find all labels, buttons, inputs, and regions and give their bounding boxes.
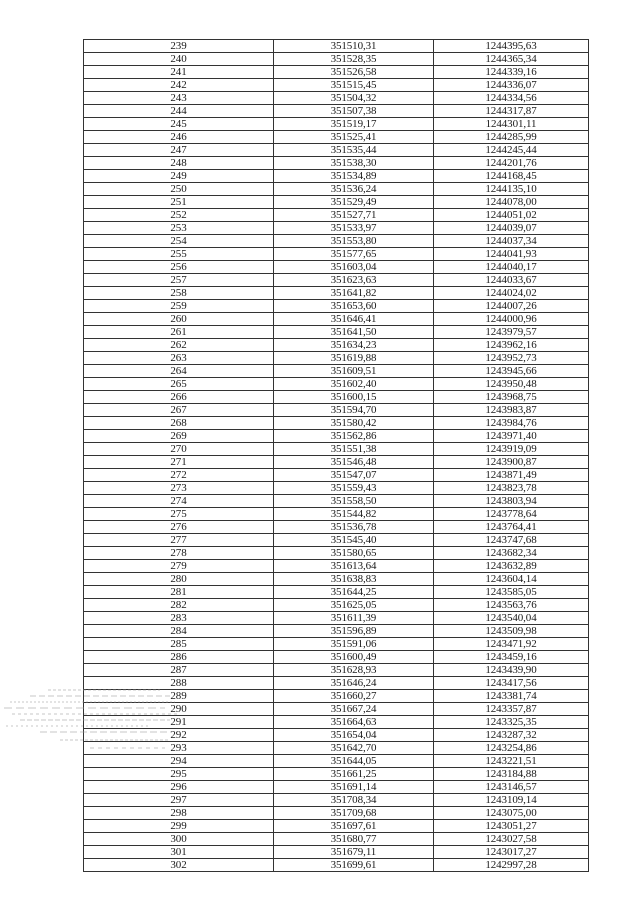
table-row [84,755,589,768]
point-number-cell: 266 [84,391,274,404]
table-row [84,79,589,92]
point-number-cell: 248 [84,157,274,170]
y-coordinate-cell: 1244301,11 [434,118,589,131]
point-number-cell: 300 [84,833,274,846]
x-coordinate-cell: 351536,78 [274,521,434,534]
y-coordinate-cell: 1244334,56 [434,92,589,105]
point-number-cell: 295 [84,768,274,781]
y-coordinate-cell: 1243109,14 [434,794,589,807]
y-coordinate-cell: 1243254,86 [434,742,589,755]
y-coordinate-cell: 1243146,57 [434,781,589,794]
y-coordinate-cell: 1243471,92 [434,638,589,651]
table-row [84,781,589,794]
y-coordinate-cell: 1244395,63 [434,40,589,53]
y-coordinate-cell: 1244339,16 [434,66,589,79]
point-number-cell: 261 [84,326,274,339]
table-row [84,92,589,105]
point-number-cell: 280 [84,573,274,586]
table-row [84,716,589,729]
point-number-cell: 252 [84,209,274,222]
y-coordinate-cell: 1243417,56 [434,677,589,690]
point-number-cell: 281 [84,586,274,599]
point-number-cell: 239 [84,40,274,53]
y-coordinate-cell: 1243563,76 [434,599,589,612]
y-coordinate-cell: 1243803,94 [434,495,589,508]
x-coordinate-cell: 351553,80 [274,235,434,248]
point-number-cell: 268 [84,417,274,430]
x-coordinate-cell: 351708,34 [274,794,434,807]
table-row [84,469,589,482]
y-coordinate-cell: 1243287,32 [434,729,589,742]
x-coordinate-cell: 351529,49 [274,196,434,209]
point-number-cell: 263 [84,352,274,365]
point-number-cell: 283 [84,612,274,625]
point-number-cell: 253 [84,222,274,235]
table-row [84,573,589,586]
point-number-cell: 259 [84,300,274,313]
y-coordinate-cell: 1243900,87 [434,456,589,469]
x-coordinate-cell: 351600,15 [274,391,434,404]
point-number-cell: 257 [84,274,274,287]
point-number-cell: 255 [84,248,274,261]
point-number-cell: 293 [84,742,274,755]
point-number-cell: 250 [84,183,274,196]
point-number-cell: 279 [84,560,274,573]
table-row [84,820,589,833]
point-number-cell: 254 [84,235,274,248]
table-row [84,391,589,404]
table-row [84,586,589,599]
y-coordinate-cell: 1243747,68 [434,534,589,547]
x-coordinate-cell: 351545,40 [274,534,434,547]
x-coordinate-cell: 351510,31 [274,40,434,53]
table-row [84,599,589,612]
x-coordinate-cell: 351664,63 [274,716,434,729]
table-row [84,430,589,443]
point-number-cell: 246 [84,131,274,144]
x-coordinate-cell: 351619,88 [274,352,434,365]
y-coordinate-cell: 1243439,90 [434,664,589,677]
y-coordinate-cell: 1244336,07 [434,79,589,92]
point-number-cell: 282 [84,599,274,612]
point-number-cell: 289 [84,690,274,703]
y-coordinate-cell: 1243325,35 [434,716,589,729]
y-coordinate-cell: 1243632,89 [434,560,589,573]
point-number-cell: 242 [84,79,274,92]
x-coordinate-cell: 351660,27 [274,690,434,703]
x-coordinate-cell: 351628,93 [274,664,434,677]
x-coordinate-cell: 351591,06 [274,638,434,651]
y-coordinate-cell: 1243075,00 [434,807,589,820]
table-row [84,261,589,274]
x-coordinate-cell: 351641,50 [274,326,434,339]
x-coordinate-cell: 351691,14 [274,781,434,794]
y-coordinate-cell: 1243459,16 [434,651,589,664]
x-coordinate-cell: 351536,24 [274,183,434,196]
table-row [84,131,589,144]
y-coordinate-cell: 1244201,76 [434,157,589,170]
table-row [84,482,589,495]
point-number-cell: 286 [84,651,274,664]
point-number-cell: 278 [84,547,274,560]
point-number-cell: 288 [84,677,274,690]
point-number-cell: 298 [84,807,274,820]
table-row [84,40,589,53]
x-coordinate-cell: 351525,41 [274,131,434,144]
y-coordinate-cell: 1243778,64 [434,508,589,521]
x-coordinate-cell: 351609,51 [274,365,434,378]
table-row [84,729,589,742]
table-row [84,287,589,300]
y-coordinate-cell: 1244135,10 [434,183,589,196]
x-coordinate-cell: 351562,86 [274,430,434,443]
y-coordinate-cell: 1243950,48 [434,378,589,391]
table-row [84,352,589,365]
table-row [84,248,589,261]
table-row [84,612,589,625]
table-row [84,326,589,339]
table-row [84,417,589,430]
x-coordinate-cell: 351603,04 [274,261,434,274]
table-row [84,690,589,703]
point-number-cell: 294 [84,755,274,768]
table-row [84,495,589,508]
point-number-cell: 271 [84,456,274,469]
point-number-cell: 273 [84,482,274,495]
table-row [84,66,589,79]
x-coordinate-cell: 351611,39 [274,612,434,625]
y-coordinate-cell: 1243051,27 [434,820,589,833]
x-coordinate-cell: 351680,77 [274,833,434,846]
table-row [84,144,589,157]
table-row [84,521,589,534]
table-row [84,404,589,417]
x-coordinate-cell: 351644,05 [274,755,434,768]
y-coordinate-cell: 1244040,17 [434,261,589,274]
x-coordinate-cell: 351697,61 [274,820,434,833]
y-coordinate-cell: 1243952,73 [434,352,589,365]
x-coordinate-cell: 351623,63 [274,274,434,287]
x-coordinate-cell: 351577,65 [274,248,434,261]
y-coordinate-cell: 1243984,76 [434,417,589,430]
point-number-cell: 296 [84,781,274,794]
y-coordinate-cell: 1243381,74 [434,690,589,703]
point-number-cell: 285 [84,638,274,651]
y-coordinate-cell: 1244168,45 [434,170,589,183]
x-coordinate-cell: 351558,50 [274,495,434,508]
table-row [84,222,589,235]
y-coordinate-cell: 1244285,99 [434,131,589,144]
x-coordinate-cell: 351613,64 [274,560,434,573]
table-row [84,651,589,664]
table-row [84,235,589,248]
table-row [84,105,589,118]
x-coordinate-cell: 351559,43 [274,482,434,495]
x-coordinate-cell: 351653,60 [274,300,434,313]
y-coordinate-cell: 1243764,41 [434,521,589,534]
table-row [84,846,589,859]
y-coordinate-cell: 1244317,87 [434,105,589,118]
point-number-cell: 277 [84,534,274,547]
y-coordinate-cell: 1243604,14 [434,573,589,586]
point-number-cell: 265 [84,378,274,391]
y-coordinate-cell: 1243682,34 [434,547,589,560]
y-coordinate-cell: 1243823,78 [434,482,589,495]
y-coordinate-cell: 1243184,88 [434,768,589,781]
point-number-cell: 292 [84,729,274,742]
x-coordinate-cell: 351527,71 [274,209,434,222]
y-coordinate-cell: 1244000,96 [434,313,589,326]
y-coordinate-cell: 1243968,75 [434,391,589,404]
point-number-cell: 244 [84,105,274,118]
point-number-cell: 297 [84,794,274,807]
table-row [84,638,589,651]
y-coordinate-cell: 1243027,58 [434,833,589,846]
table-row [84,859,589,872]
x-coordinate-cell: 351699,61 [274,859,434,872]
table-row [84,547,589,560]
x-coordinate-cell: 351642,70 [274,742,434,755]
table-row [84,560,589,573]
x-coordinate-cell: 351533,97 [274,222,434,235]
y-coordinate-cell: 1244365,34 [434,53,589,66]
point-number-cell: 287 [84,664,274,677]
table-row [84,170,589,183]
x-coordinate-cell: 351534,89 [274,170,434,183]
y-coordinate-cell: 1242997,28 [434,859,589,872]
y-coordinate-cell: 1244024,02 [434,287,589,300]
point-number-cell: 247 [84,144,274,157]
table-row [84,664,589,677]
x-coordinate-cell: 351526,58 [274,66,434,79]
y-coordinate-cell: 1243983,87 [434,404,589,417]
point-number-cell: 260 [84,313,274,326]
point-number-cell: 262 [84,339,274,352]
point-number-cell: 272 [84,469,274,482]
x-coordinate-cell: 351515,45 [274,79,434,92]
table-row [84,625,589,638]
x-coordinate-cell: 351596,89 [274,625,434,638]
point-number-cell: 274 [84,495,274,508]
table-row [84,378,589,391]
x-coordinate-cell: 351646,41 [274,313,434,326]
point-number-cell: 290 [84,703,274,716]
y-coordinate-cell: 1244037,34 [434,235,589,248]
point-number-cell: 269 [84,430,274,443]
table-row [84,768,589,781]
x-coordinate-cell: 351654,04 [274,729,434,742]
x-coordinate-cell: 351507,38 [274,105,434,118]
table-row [84,677,589,690]
table-row [84,703,589,716]
y-coordinate-cell: 1243945,66 [434,365,589,378]
table-row [84,196,589,209]
table-row [84,534,589,547]
x-coordinate-cell: 351546,48 [274,456,434,469]
point-number-cell: 276 [84,521,274,534]
x-coordinate-cell: 351667,24 [274,703,434,716]
x-coordinate-cell: 351709,68 [274,807,434,820]
point-number-cell: 251 [84,196,274,209]
table-row [84,53,589,66]
y-coordinate-cell: 1244078,00 [434,196,589,209]
y-coordinate-cell: 1243871,49 [434,469,589,482]
x-coordinate-cell: 351641,82 [274,287,434,300]
point-number-cell: 240 [84,53,274,66]
y-coordinate-cell: 1243585,05 [434,586,589,599]
y-coordinate-cell: 1243017,27 [434,846,589,859]
y-coordinate-cell: 1244007,26 [434,300,589,313]
x-coordinate-cell: 351679,11 [274,846,434,859]
y-coordinate-cell: 1244051,02 [434,209,589,222]
point-number-cell: 258 [84,287,274,300]
point-number-cell: 249 [84,170,274,183]
coordinates-table [83,39,589,872]
point-number-cell: 302 [84,859,274,872]
table-row [84,807,589,820]
table-row [84,274,589,287]
point-number-cell: 270 [84,443,274,456]
table-row [84,365,589,378]
y-coordinate-cell: 1243971,40 [434,430,589,443]
x-coordinate-cell: 351528,35 [274,53,434,66]
table-row [84,443,589,456]
table-row [84,508,589,521]
x-coordinate-cell: 351634,23 [274,339,434,352]
point-number-cell: 256 [84,261,274,274]
y-coordinate-cell: 1244245,44 [434,144,589,157]
y-coordinate-cell: 1243509,98 [434,625,589,638]
x-coordinate-cell: 351644,25 [274,586,434,599]
x-coordinate-cell: 351602,40 [274,378,434,391]
coordinates-table-body [84,40,589,872]
y-coordinate-cell: 1243221,51 [434,755,589,768]
x-coordinate-cell: 351580,65 [274,547,434,560]
x-coordinate-cell: 351625,05 [274,599,434,612]
point-number-cell: 245 [84,118,274,131]
x-coordinate-cell: 351580,42 [274,417,434,430]
x-coordinate-cell: 351551,38 [274,443,434,456]
table-row [84,157,589,170]
table-row [84,833,589,846]
y-coordinate-cell: 1244041,93 [434,248,589,261]
x-coordinate-cell: 351544,82 [274,508,434,521]
x-coordinate-cell: 351594,70 [274,404,434,417]
x-coordinate-cell: 351504,32 [274,92,434,105]
y-coordinate-cell: 1244039,07 [434,222,589,235]
y-coordinate-cell: 1244033,67 [434,274,589,287]
table-row [84,456,589,469]
x-coordinate-cell: 351638,83 [274,573,434,586]
point-number-cell: 291 [84,716,274,729]
point-number-cell: 241 [84,66,274,79]
point-number-cell: 243 [84,92,274,105]
table-row [84,209,589,222]
x-coordinate-cell: 351519,17 [274,118,434,131]
x-coordinate-cell: 351535,44 [274,144,434,157]
point-number-cell: 275 [84,508,274,521]
point-number-cell: 301 [84,846,274,859]
x-coordinate-cell: 351600,49 [274,651,434,664]
point-number-cell: 284 [84,625,274,638]
table-row [84,794,589,807]
table-row [84,300,589,313]
x-coordinate-cell: 351661,25 [274,768,434,781]
point-number-cell: 264 [84,365,274,378]
table-row [84,742,589,755]
x-coordinate-cell: 351646,24 [274,677,434,690]
table-row [84,313,589,326]
x-coordinate-cell: 351547,07 [274,469,434,482]
table-row [84,339,589,352]
y-coordinate-cell: 1243540,04 [434,612,589,625]
point-number-cell: 267 [84,404,274,417]
y-coordinate-cell: 1243357,87 [434,703,589,716]
y-coordinate-cell: 1243962,16 [434,339,589,352]
x-coordinate-cell: 351538,30 [274,157,434,170]
table-row [84,118,589,131]
table-row [84,183,589,196]
point-number-cell: 299 [84,820,274,833]
y-coordinate-cell: 1243919,09 [434,443,589,456]
y-coordinate-cell: 1243979,57 [434,326,589,339]
